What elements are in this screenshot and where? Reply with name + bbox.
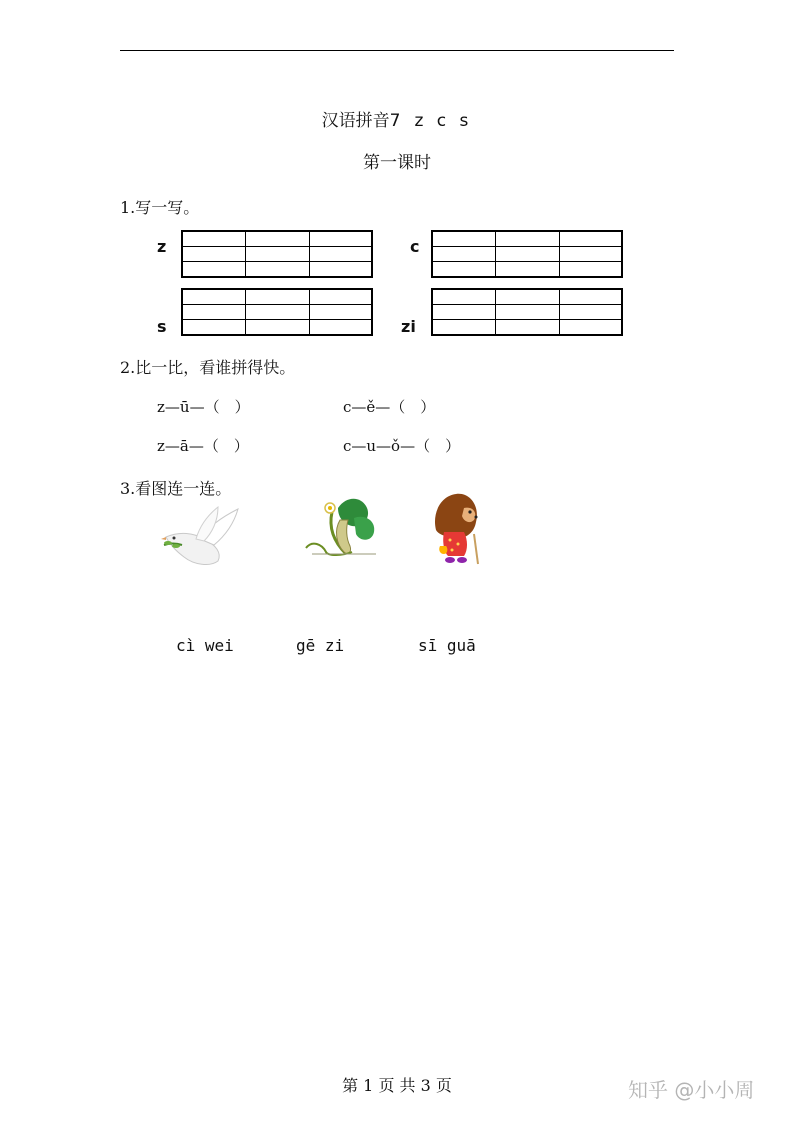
match-word-2: gē zi	[296, 636, 345, 655]
grid-label-c: c	[410, 237, 420, 256]
spell-item-2: c—ě—（ ）	[343, 398, 436, 416]
watermark: 知乎 @小小周	[628, 1078, 755, 1102]
writing-grid-z[interactable]	[181, 230, 373, 278]
dove-icon	[160, 505, 242, 569]
title-latin: z c s	[414, 111, 473, 131]
spell-item-4: c—u—ǒ—（ ）	[343, 437, 461, 455]
writing-grid-s[interactable]	[181, 288, 373, 336]
loofah-icon	[302, 494, 378, 560]
lesson-subtitle: 第一课时	[363, 153, 431, 173]
header-rule	[120, 50, 674, 51]
spell-item-1: z—ū—（ ）	[157, 398, 250, 416]
page-title	[0, 106, 794, 131]
writing-grid-zi[interactable]	[431, 288, 623, 336]
page-footer: 第 1 页 共 3 页	[342, 1076, 452, 1095]
writing-grid-c[interactable]	[431, 230, 623, 278]
grid-label-z: z	[157, 237, 167, 256]
grid-label-zi: zi	[401, 317, 416, 336]
title-chinese: 汉语拼音7	[321, 111, 401, 131]
hedgehog-icon	[430, 490, 482, 566]
match-word-1: cì wei	[176, 636, 234, 655]
q3-heading: 3.看图连一连。	[120, 479, 232, 498]
q2-heading: 2.比一比，看谁拼得快。	[120, 358, 296, 377]
match-word-3: sī guā	[418, 636, 476, 655]
q1-heading: 1.写一写。	[120, 198, 200, 217]
spell-item-3: z—ā—（ ）	[157, 437, 249, 455]
grid-label-s: s	[157, 317, 167, 336]
